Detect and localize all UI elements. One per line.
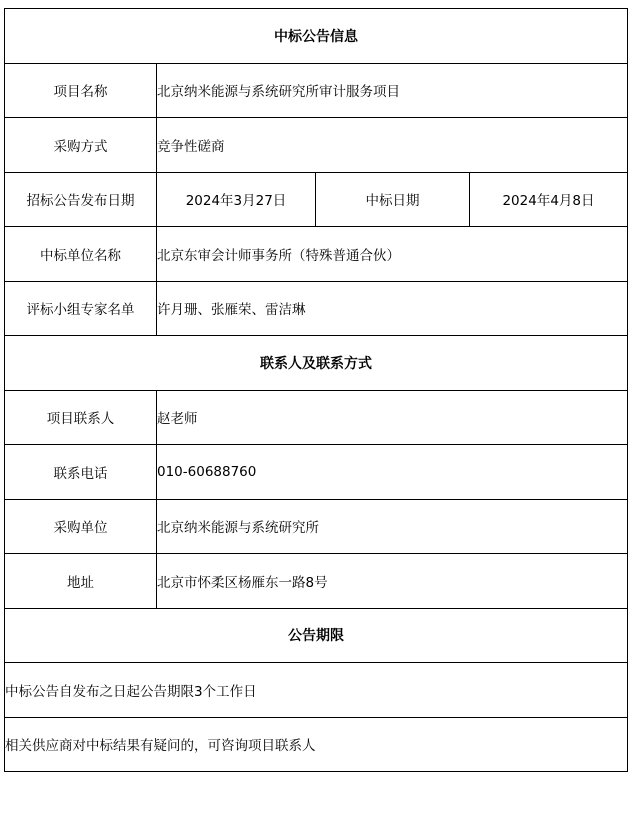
award-date-value: 2024年4月8日 — [470, 172, 628, 227]
table-row — [5, 227, 628, 282]
table-row — [5, 118, 628, 173]
project-name-label: 项目名称 — [5, 63, 157, 118]
award-notice-table — [4, 8, 628, 772]
table-row — [5, 172, 628, 227]
table-row — [5, 445, 628, 500]
title-row — [5, 9, 628, 64]
phone-value: 010-60688760 — [157, 445, 628, 500]
award-date-label: 中标日期 — [316, 172, 470, 227]
period-line-2: 相关供应商对中标结果有疑问的，可咨询项目联系人 — [5, 717, 628, 772]
table-row — [5, 63, 628, 118]
contact-section-title: 联系人及联系方式 — [5, 336, 628, 391]
buyer-label: 采购单位 — [5, 499, 157, 554]
procurement-method-value: 竞争性磋商 — [157, 118, 628, 173]
table-row — [5, 717, 628, 772]
address-value: 北京市怀柔区杨雁东一路8号 — [157, 554, 628, 609]
experts-value: 许月珊、张雁荣、雷洁琳 — [157, 281, 628, 336]
tender-date-label: 招标公告发布日期 — [5, 172, 157, 227]
period-line-1: 中标公告自发布之日起公告期限3个工作日 — [5, 663, 628, 718]
table-row — [5, 281, 628, 336]
procurement-method-label: 采购方式 — [5, 118, 157, 173]
phone-label: 联系电话 — [5, 445, 157, 500]
page-title: 中标公告信息 — [5, 9, 628, 64]
table-row — [5, 663, 628, 718]
winner-label: 中标单位名称 — [5, 227, 157, 282]
table-row — [5, 554, 628, 609]
table-row — [5, 499, 628, 554]
address-label: 地址 — [5, 554, 157, 609]
buyer-value: 北京纳米能源与系统研究所 — [157, 499, 628, 554]
contact-person-value: 赵老师 — [157, 390, 628, 445]
project-name-value: 北京纳米能源与系统研究所审计服务项目 — [157, 63, 628, 118]
tender-date-value: 2024年3月27日 — [157, 172, 316, 227]
period-section-title: 公告期限 — [5, 608, 628, 663]
section-header-row — [5, 336, 628, 391]
contact-person-label: 项目联系人 — [5, 390, 157, 445]
section-header-row — [5, 608, 628, 663]
table-row — [5, 390, 628, 445]
winner-value: 北京东审会计师事务所（特殊普通合伙） — [157, 227, 628, 282]
experts-label: 评标小组专家名单 — [5, 281, 157, 336]
